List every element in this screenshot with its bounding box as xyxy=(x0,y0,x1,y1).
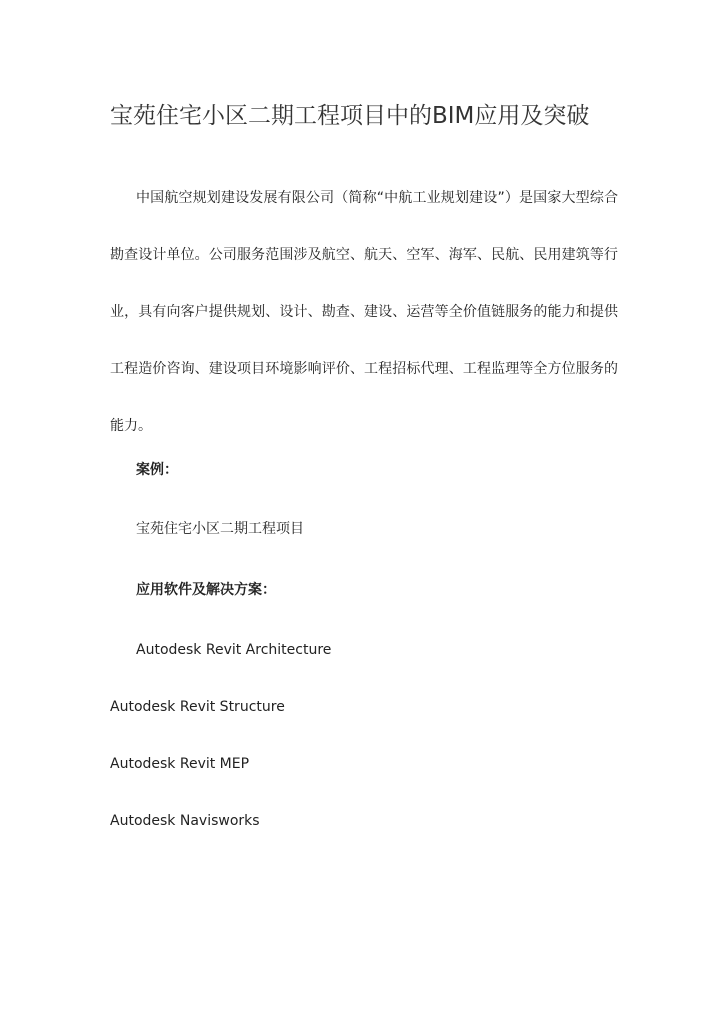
software-item-revit-architecture: Autodesk Revit Architecture xyxy=(136,642,332,658)
software-item-navisworks: Autodesk Navisworks xyxy=(110,813,260,829)
software-item-revit-structure: Autodesk Revit Structure xyxy=(110,699,285,715)
software-heading: 应用软件及解决方案： xyxy=(136,582,276,598)
intro-paragraph: 中国航空规划建设发展有限公司（简称“中航工业规划建设”）是国家大型综合勘查设计单位。公司服务范围涉及航空、航天、空军、海军、民航、民用建筑等行业，具有向客户提供规划、设计、勘查、建设、运营等全价值链服务的能力和提供工程造价咨询、建设项目环境影响评价、工程招标代理、工程监理等全方位服务的能力。 xyxy=(110,190,618,434)
case-heading: 案例： xyxy=(136,462,178,478)
software-item-revit-mep: Autodesk Revit MEP xyxy=(110,756,250,772)
case-name: 宝苑住宅小区二期工程项目 xyxy=(136,521,304,537)
document-title: 宝苑住宅小区二期工程项目中的BIM应用及突破 xyxy=(110,103,590,129)
